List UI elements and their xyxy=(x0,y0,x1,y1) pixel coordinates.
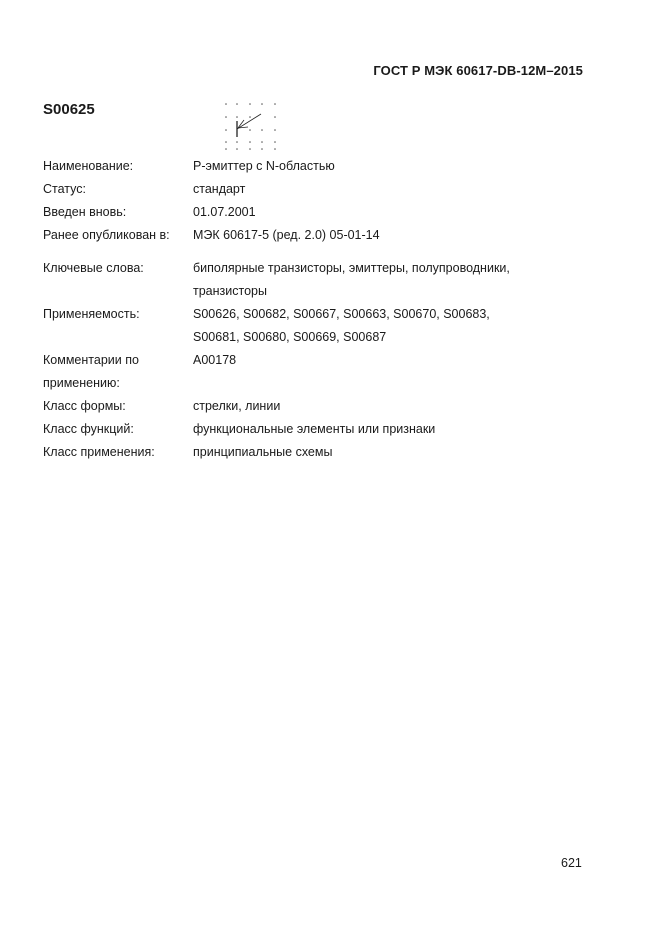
field-value xyxy=(193,303,603,349)
field-application-comments xyxy=(43,349,603,395)
symbol-code-title: S00625 xyxy=(43,101,95,118)
field-application-class xyxy=(43,441,603,464)
field-label: Класс формы: xyxy=(43,399,126,413)
field-introduced xyxy=(43,201,603,224)
field-function-class xyxy=(43,418,603,441)
field-value-line: транзисторы xyxy=(193,284,267,298)
field-value-line: биполярные транзисторы, эмиттеры, полупроводники, xyxy=(193,261,510,275)
field-status xyxy=(43,178,603,201)
p-emitter-n-region-symbol-icon xyxy=(220,98,282,154)
field-label-line: применению: xyxy=(43,376,120,390)
symbol-properties xyxy=(43,155,603,464)
field-label: Статус: xyxy=(43,182,86,196)
field-label xyxy=(43,349,193,395)
field-value: принципиальные схемы xyxy=(193,445,333,459)
field-value: стандарт xyxy=(193,182,246,196)
field-label: Введен вновь: xyxy=(43,205,127,219)
field-value-line: S00626, S00682, S00667, S00663, S00670, S00683, xyxy=(193,307,490,321)
field-shape-class xyxy=(43,395,603,418)
field-value: 01.07.2001 xyxy=(193,205,256,219)
field-previously-published xyxy=(43,224,603,247)
field-keywords xyxy=(43,257,603,303)
page-number: 621 xyxy=(561,856,582,870)
field-value: МЭК 60617-5 (ред. 2.0) 05-01-14 xyxy=(193,228,380,242)
field-label-line: Комментарии по xyxy=(43,353,139,367)
field-value-line: S00681, S00680, S00669, S00687 xyxy=(193,330,387,344)
field-value: A00178 xyxy=(193,353,237,367)
field-label: Класс функций: xyxy=(43,422,134,436)
field-value: стрелки, линии xyxy=(193,399,281,413)
standard-header: ГОСТ Р МЭК 60617-DB-12M–2015 xyxy=(373,63,583,78)
field-label: Наименование: xyxy=(43,159,134,173)
field-label: Применяемость: xyxy=(43,307,140,321)
field-value: функциональные элементы или признаки xyxy=(193,422,436,436)
field-applicability xyxy=(43,303,603,349)
field-name xyxy=(43,155,603,178)
field-label: Класс применения: xyxy=(43,445,155,459)
field-value xyxy=(193,257,603,303)
field-label: Ключевые слова: xyxy=(43,261,144,275)
field-label: Ранее опубликован в: xyxy=(43,228,170,242)
field-value: P-эмиттер с N-областью xyxy=(193,159,335,173)
